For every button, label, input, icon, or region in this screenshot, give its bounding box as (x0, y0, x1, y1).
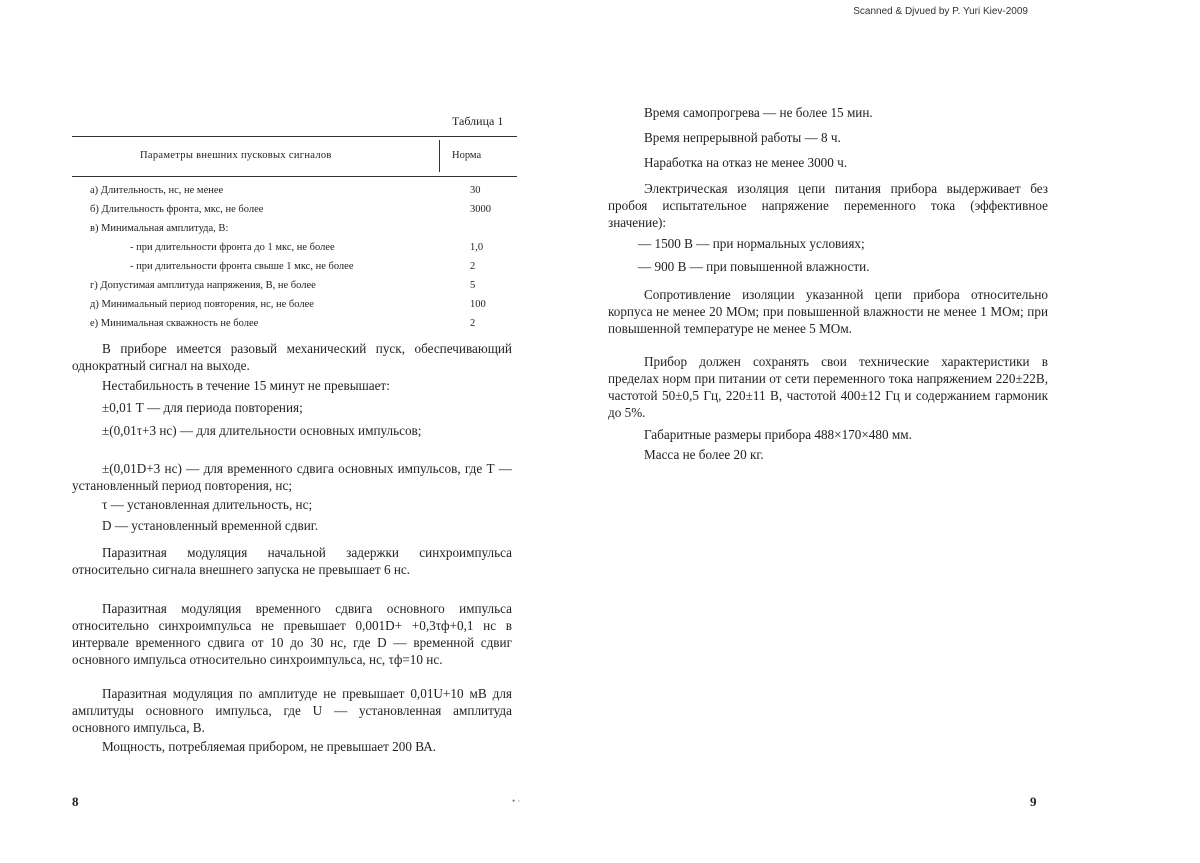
scan-credit: Scanned & Djvued by P. Yuri Kiev-2009 (853, 6, 1028, 17)
insulation-resistance: Сопротивление изоляции указанной цепи прибора относительно корпуса не менее 20 МОм; при повышенной влажности не менее 1 МОм; при повышенной температуре не менее 5 МОм. (608, 287, 1048, 336)
continuous-operation: Время непрерывной работы — 8 ч. (644, 130, 841, 145)
table-cell-norm: 3000 (470, 204, 491, 215)
voltage-normal: — 1500 В — при нормальных условиях; (638, 236, 865, 251)
table-cell-param: в) Минимальная амплитуда, В: (90, 223, 229, 234)
table-cell-norm: 1,0 (470, 242, 484, 253)
table-row (72, 280, 517, 296)
table-cell-param: - при длительности фронта свыше 1 мкс, не более (130, 261, 354, 272)
table-title: Таблица 1 (452, 114, 504, 128)
definition-d: D — установленный временной сдвиг. (102, 518, 318, 533)
formula-duration: ±(0,01τ+3 нс) — для длительности основных импульсов; (102, 423, 422, 438)
paragraph-shift-modulation: Паразитная модуляция временного сдвига основного импульса относительно синхроимпульса не превышает 0,001D+ +0,3τф+0,1 нс в интервале временного сдвига от 10 до 30 нс, где D — временной сдвиг основного импульса относительно синхроимпульса, нс, τф=10 нс. (72, 601, 512, 667)
warmup-time: Время самопрогрева — не более 15 мин. (644, 105, 873, 120)
dimensions: Габаритные размеры прибора 488×170×480 мм. (644, 427, 912, 442)
formula-shift: ±(0,01D+3 нс) — для временного сдвига основных импульсов, где Т — установленный период повторения, нс; (72, 461, 512, 493)
paragraph-mechanical-start: В приборе имеется разовый механический пуск, обеспечивающий однократный сигнал на выходе. (72, 341, 512, 373)
table-header-norm: Норма (452, 150, 482, 161)
paragraph-amplitude-modulation: Паразитная модуляция по амплитуде не превышает 0,01U+10 мВ для амплитуды основного импульса, где U — установленная амплитуда основного импульса, В. (72, 686, 512, 735)
table-header-rule (72, 176, 517, 177)
table-header-params: Параметры внешних пусковых сигналов (140, 150, 332, 161)
insulation-test: Электрическая изоляция цепи питания прибора выдерживает без пробоя испытательное напряжение переменного тока (эффективное значение): (608, 181, 1048, 230)
table-cell-norm: 100 (470, 299, 486, 310)
power-supply-requirements: Прибор должен сохранять свои технические характеристики в пределах норм при питании от сети переменного тока напряжением 220±22В, частотой 50±0,5 Гц, 220±11 В, частотой 400±12 Гц и содержанием гармоник до 5%. (608, 354, 1048, 420)
table-row (72, 261, 517, 277)
table-cell-norm: 30 (470, 185, 481, 196)
table-cell-norm: 2 (470, 261, 476, 272)
mass: Масса не более 20 кг. (644, 447, 764, 462)
voltage-humid: — 900 В — при повышенной влажности. (638, 259, 870, 274)
table-cell-norm: 2 (470, 318, 476, 329)
definition-tau: τ — установленная длительность, нс; (102, 497, 313, 512)
paragraph-power: Мощность, потребляемая прибором, не превышает 200 ВА. (102, 739, 437, 754)
table-cell-param: г) Допустимая амплитуда напряжения, В, не более (90, 280, 316, 291)
formula-period: ±0,01 Т — для периода повторения; (102, 400, 303, 415)
table-top-rule (72, 136, 517, 137)
scan-speck: • · (512, 796, 521, 806)
table-cell-param: - при длительности фронта до 1 мкс, не более (130, 242, 335, 253)
table-row (72, 185, 517, 201)
paragraph-instability: Нестабильность в течение 15 минут не превышает: (102, 378, 390, 393)
table-row (72, 204, 517, 220)
table-cell-param: е) Минимальная скважность не более (90, 318, 259, 329)
table-cell-param: а) Длительность, нс, не менее (90, 185, 224, 196)
table-row (72, 299, 517, 315)
table-cell-param: б) Длительность фронта, мкс, не более (90, 204, 264, 215)
mtbf: Наработка на отказ не менее 3000 ч. (644, 155, 848, 170)
table-cell-param: д) Минимальный период повторения, нс, не более (90, 299, 314, 310)
table-row (72, 223, 517, 239)
page-number: 8 (72, 794, 79, 809)
paragraph-sync-modulation: Паразитная модуляция начальной задержки синхроимпульса относительно сигнала внешнего запуска не превышает 6 нс. (72, 545, 512, 577)
table-row (72, 318, 517, 334)
table-column-divider (439, 140, 440, 172)
page-number: 9 (1030, 794, 1037, 809)
table-cell-norm: 5 (470, 280, 476, 291)
table-row (72, 242, 517, 258)
